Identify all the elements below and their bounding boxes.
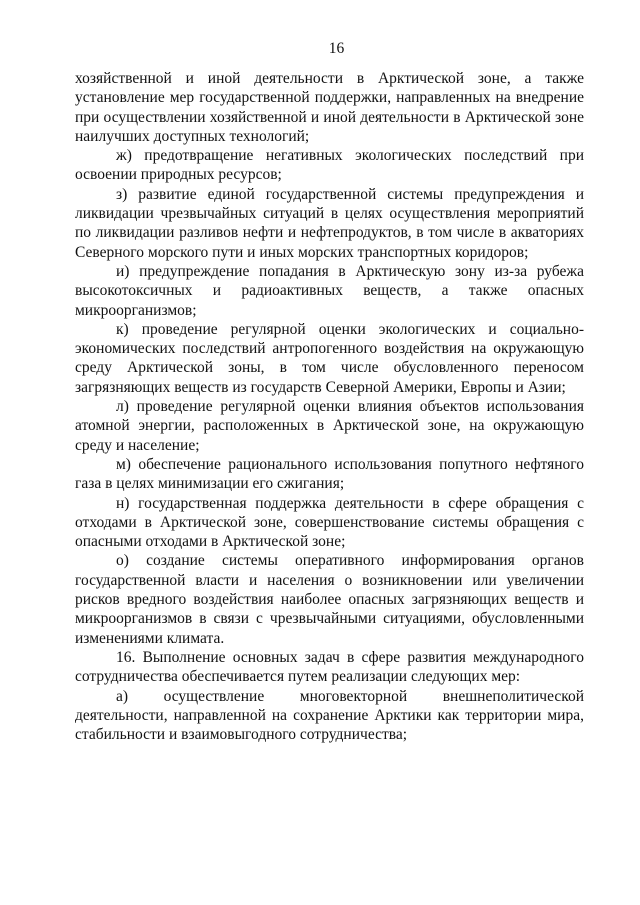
document-body bbox=[75, 69, 584, 744]
paragraph: а) осуществление многовекторной внешнеполитической деятельности, направленной на сохранение Арктики как территории мира, стабильности и взаимовыгодного сотрудничества; bbox=[75, 687, 584, 744]
paragraph: о) создание системы оперативного информирования органов государственной власти и населения о возникновении или увеличении рисков вредного воздействия наиболее опасных загрязняющих веществ и микроорганизмов в связи с чрезвычайными ситуациями, обусловленными изменениями климата. bbox=[75, 552, 584, 647]
paragraph: к) проведение регулярной оценки экологических и социально-экономических последствий антропогенного воздействия на окружающую среду Арктической зоны, в том числе обусловленного переносом загрязняющих веществ из государств Северной Америки, Европы и Азии; bbox=[75, 320, 584, 396]
paragraph: з) развитие единой государственной системы предупреждения и ликвидации чрезвычайных ситуаций в целях осуществления мероприятий по ликвидации разливов нефти и нефтепродуктов, в том числе в акваториях Северного морского пути и иных морских транспортных коридоров; bbox=[75, 185, 584, 261]
paragraph: м) обеспечение рационального использования попутного нефтяного газа в целях минимизации его сжигания; bbox=[75, 455, 584, 493]
paragraph: 16. Выполнение основных задач в сфере развития международного сотрудничества обеспечивается путем реализации следующих мер: bbox=[75, 648, 584, 686]
paragraph: л) проведение регулярной оценки влияния объектов использования атомной энергии, расположенных в Арктической зоне, на окружающую среду и население; bbox=[75, 398, 584, 454]
paragraph: и) предупреждение попадания в Арктическую зону из-за рубежа высокотоксичных и радиоактивных веществ, а также опасных микроорганизмов; bbox=[75, 262, 584, 319]
paragraph: ж) предотвращение негативных экологических последствий при освоении природных ресурсов; bbox=[75, 147, 584, 184]
page-number: 16 bbox=[328, 40, 345, 57]
paragraph: н) государственная поддержка деятельности в сфере обращения с отходами в Арктической зоне, совершенствование системы обращения с опасными отходами в Арктической зоне; bbox=[75, 494, 584, 551]
paragraph: хозяйственной и иной деятельности в Арктической зоне, а также установление мер государственной поддержки, направленных на внедрение при осуществлении хозяйственной и иной деятельности в Арктической зоне наилучших доступных технологий; bbox=[75, 70, 584, 145]
